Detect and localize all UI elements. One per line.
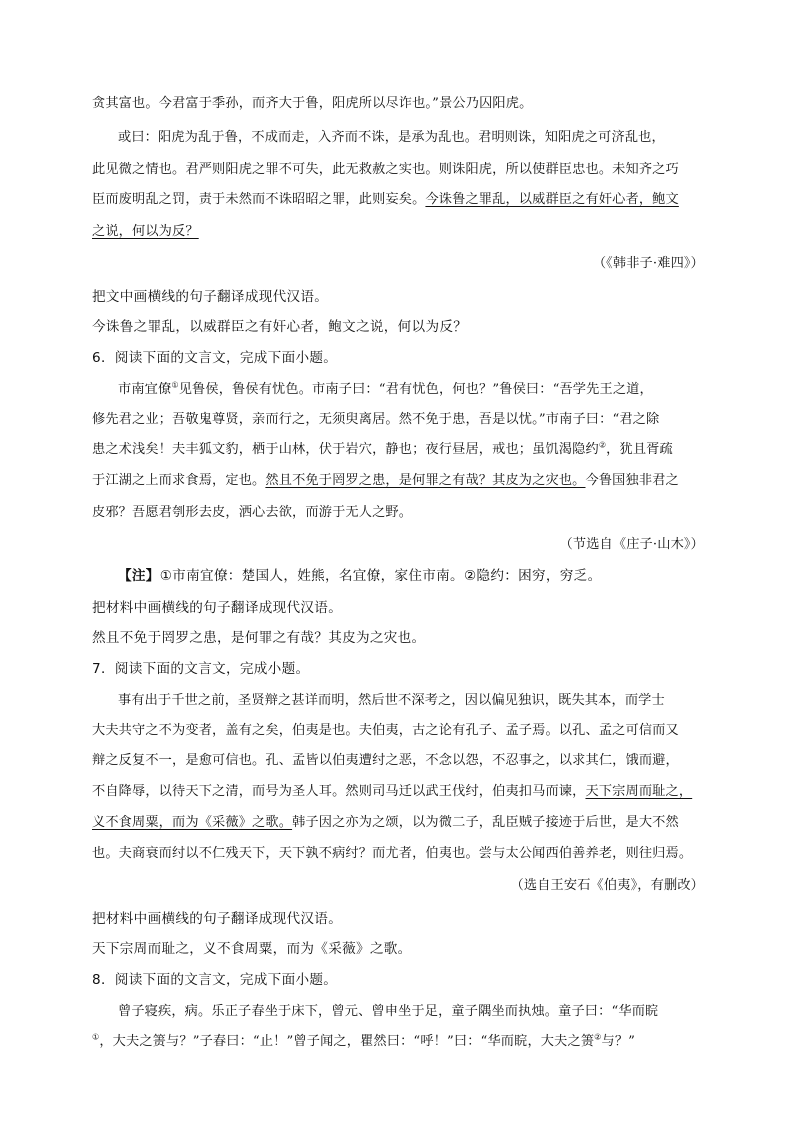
question-prompt: 把材料中画横线的句子翻译成现代汉语。 [92,600,343,616]
question-sentence: 今诛鲁之罪乱，以威群臣之有奸心者，鲍文之说，何以为反？ [92,319,468,335]
passage-text: 韩子因之亦为之颂，以为微二子，乱臣贼子接迹于后世，是大不然 [292,815,679,830]
question-heading-8: 8．阅读下面的文言文，完成下面小题。 [92,972,338,988]
passage-text: 市南宜僚 [118,382,172,397]
passage-line [118,380,704,400]
passage-line [92,190,704,210]
question-heading-6: 6．阅读下面的文言文，完成下面小题。 [92,350,338,366]
source-citation: （选自王安石《伯夷》，有删改） [510,878,704,893]
note-text: ①市南宜僚：楚国人，姓熊，名宜僚，家住市南。②隐约：困穷，穷乏。 [159,568,602,584]
passage-line: 也。夫商衰而纣以不仁残天下，天下孰不病纣？而尤者，伯夷也。尝与太公闻西伯善养老，则往归焉。 [92,846,693,861]
question-sentence: 然且不免于罔罗之患，是何罪之有哉？其皮为之灾也。 [92,630,426,646]
passage-line: 大夫共守之不为变者，盖有之矣，伯夷是也。夫伯夷，古之论有孔子、孟子焉。以孔、孟之可信而又 [92,723,679,738]
question-sentence: 天下宗周而耻之，义不食周粟，而为《采薇》之歌。 [92,941,412,957]
question-prompt: 把材料中画横线的句子翻译成现代汉语。 [92,911,343,927]
underlined-sentence: 义不食周粟，而为《采薇》之歌。 [92,815,293,830]
footnote-marker: ① [171,380,179,390]
passage-line: 事有出于千世之前，圣贤辩之甚详而明，然后世不深考之，因以偏见独识，既失其本，而学士 [118,693,665,708]
source-citation: （节选自《庄子·山木》） [559,537,704,552]
underlined-sentence: 之说，何以为反？ [92,224,199,239]
question-heading-7: 7．阅读下面的文言文，完成小题。 [92,661,310,677]
passage-text: 今鲁国独非君之 [585,473,679,488]
passage-line: 曾子寝疾，病。乐正子春坐于床下，曾元、曾申坐于足，童子隅坐而执烛。童子曰：“华而睆 [118,1004,659,1019]
passage-line [92,813,704,833]
footnote-marker: ② [594,1032,602,1042]
passage-text: 与？” [601,1034,636,1049]
passage-line [92,782,704,802]
passage-text: 见鲁侯，鲁侯有忧色。市南子曰：“君有忧色，何也？”鲁侯曰：“吾学先王之道， [178,382,653,397]
underlined-sentence: 今诛鲁之罪乱，以威群臣之有奸心者，鲍文 [425,192,679,207]
passage-line: 皮邪？吾愿君刳形去皮，洒心去欲，而游于无人之野。 [92,505,413,520]
passage-line: 此见微之情也。君严则阳虎之罪不可失，此无救赦之实也。则诛阳虎，所以使群臣忠也。未知齐之巧 [92,162,679,177]
annotation-note [118,566,704,586]
passage-line: 贪其富也。今君富于季孙，而齐大于鲁，阳虎所以尽诈也。”景公乃囚阳虎。 [92,96,533,111]
passage-line: 修先君之业；吾敬鬼尊贤，亲而行之，无须臾离居。然不免于患，吾是以忧。”市南子曰：“君之除 [92,412,660,427]
passage-text: 于江湖之上而求食焉，定也。 [92,473,266,488]
question-prompt: 把文中画横线的句子翻译成现代汉语。 [92,289,329,305]
note-label: 【注】 [118,568,160,584]
underlined-sentence: 然且不免于罔罗之患，是何罪之有哉？其皮为之灾也。 [265,473,586,488]
underlined-sentence: 天下宗周而耻之， [585,784,693,799]
passage-line: 辩之反复不一，是愈可信也。孔、孟皆以伯夷遭纣之恶，不念以怨，不忍事之，以求其仁，饿而避， [92,753,679,768]
passage-line [92,1032,704,1052]
passage-text: ，大夫之箦与？”子春曰：“止！”曾子闻之，瞿然曰：“呼！”曰：“华而睆，大夫之箦 [99,1034,595,1049]
passage-text: 不自降辱，以待天下之清，而号为圣人耳。然则司马迁以武王伐纣，伯夷扣马而谏， [92,784,586,799]
passage-text: ，犹且胥疏 [606,442,673,457]
source-citation: （《韩非子·难四》） [592,256,704,271]
passage-text: 臣而废明乱之罚，责于未然而不诛昭昭之罪，此则妄矣。 [92,192,426,207]
footnote-marker: ① [92,1032,100,1042]
passage-line [92,222,704,242]
passage-text: 患之术浅矣！夫丰狐文豹，栖于山林，伏于岩穴，静也；夜行昼居，戒也；虽饥渴隐约 [92,442,599,457]
passage-line: 或曰：阳虎为乱于鲁，不成而走，入齐而不诛，是承为乱也。君明则诛，知阳虎之可济乱也， [118,130,665,145]
passage-line [92,440,704,460]
passage-line [92,471,704,491]
footnote-marker: ② [598,440,607,450]
